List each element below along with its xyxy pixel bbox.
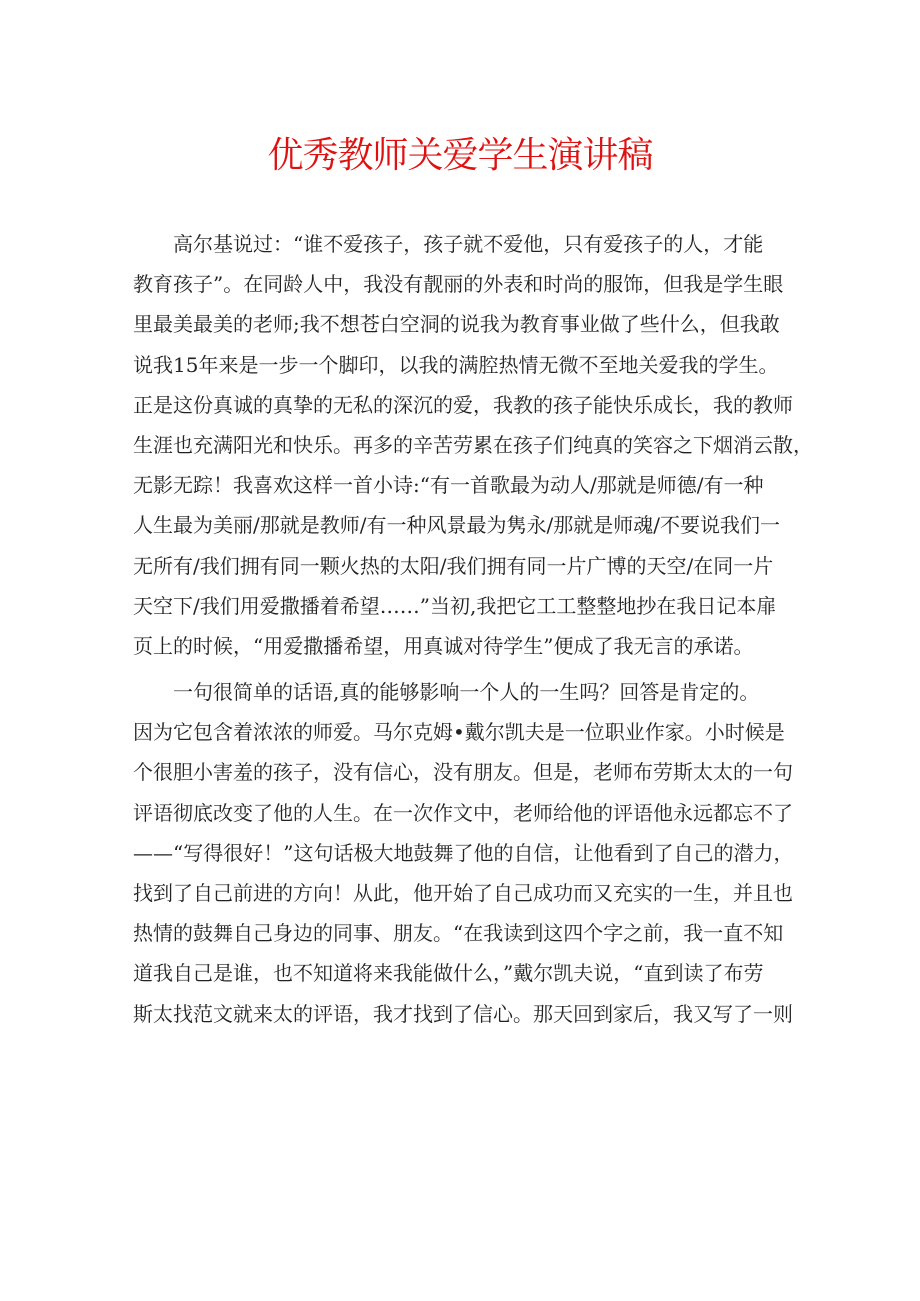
text-line: ——“写得很好！”这句话极大地鼓舞了他的自信，让他看到了自己的潜力， (133, 840, 794, 865)
text-line: 无所有/我们拥有同一颗火热的太阳/我们拥有同一片广博的天空/在同一片 (133, 553, 774, 578)
text-line: 人生最为美丽/那就是教师/有一种风景最为隽永/那就是师魂/不要说我们一 (133, 513, 780, 538)
text-line: 一句很简单的话语,真的能够影响一个人的一生吗？回答是肯定的。 (133, 680, 760, 705)
text-line: 找到了自己前进的方向！从此，他开始了自己成功而又充实的一生，并且也 (133, 881, 793, 905)
text-line: 斯太找范文就来太的评语，我才找到了信心。那天回到家后，我又写了一则 (133, 1001, 793, 1026)
paragraph-1 (133, 224, 813, 666)
document-body (133, 224, 813, 1034)
text-line: 教育孩子”。在同龄人中，我没有靓丽的外表和时尚的服饰，但我是学生眼 (133, 272, 784, 297)
text-line: 页上的时候，“用爱撒播希望，用真诚对待学生”便成了我无言的承诺。 (133, 633, 754, 658)
document-title: 优秀教师关爱学生演讲稿 (267, 135, 653, 176)
text-line: 无影无踪！我喜欢这样一首小诗:“有一首歌最为动人/那就是师德/有一种 (133, 473, 764, 498)
text-line: 高尔基说过：“谁不爱孩子，孩子就不爱他，只有爱孩子的人，才能 (133, 232, 764, 256)
text-line: 道我自己是谁，也不知道将来我能做什么，”戴尔凯夫说，“直到读了布劳 (133, 961, 764, 986)
text-line: 说我15年来是一步一个脚印，以我的满腔热情无微不至地关爱我的学生。 (133, 352, 779, 377)
text-line: 正是这份真诚的真挚的无私的深沉的爱，我教的孩子能快乐成长，我的教师 (133, 392, 793, 417)
text-line: 评语彻底改变了他的人生。在一次作文中，老师给他的评语他永远都忘不了 (133, 800, 793, 825)
paragraph-2 (133, 672, 796, 1034)
text-line: 因为它包含着浓浓的师爱。马尔克姆•戴尔凯夫是一位职业作家。小时候是 (133, 720, 785, 745)
text-line: 生涯也充满阳光和快乐。再多的辛苦劳累在孩子们纯真的笑容之下烟消云散， (133, 432, 813, 457)
text-line: 里最美最美的老师;我不想苍白空洞的说我为教育事业做了些什么，但我敢 (133, 312, 780, 337)
text-line: 个很胆小害羞的孩子，没有信心，没有朋友。但是，老师布劳斯太太的一句 (133, 760, 793, 785)
text-line: 天空下/我们用爱撒播着希望……”当初,我把它工工整整地抄在我日记本扉 (133, 593, 777, 618)
text-line: 热情的鼓舞自己身边的同事、朋友。“在我读到这四个字之前，我一直不知 (133, 921, 784, 946)
